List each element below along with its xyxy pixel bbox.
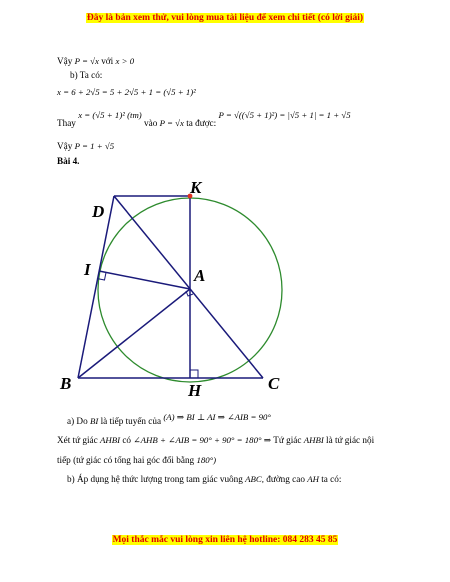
hotline-banner: Mọi thắc mắc vui lòng xin liên hệ hotline: 084 283 45 85 xyxy=(112,535,338,545)
text-part-b: b) Ta có: xyxy=(70,70,103,80)
label-d: D xyxy=(92,202,105,221)
text-word: là tứ giác nội xyxy=(326,435,375,445)
math-expr: x > 0 xyxy=(115,56,135,66)
math-expr: x = (√5 + 1)² (tm) xyxy=(78,110,142,120)
right-angle-h xyxy=(190,370,198,378)
math-expr: ABC, xyxy=(245,474,264,484)
line-part-b-heading xyxy=(70,70,102,80)
math-expr: AH xyxy=(307,474,319,484)
label-h: H xyxy=(188,381,202,400)
problem-heading xyxy=(57,156,79,166)
text-word: ta có: xyxy=(321,474,342,484)
text-word: b) Áp dụng hệ thức lượng trong tam giác vuông xyxy=(67,474,243,484)
line-cyclic-reason xyxy=(57,455,216,465)
text-word: ta được: xyxy=(186,118,217,128)
preview-banner: Đây là bản xem thử, vui lòng mua tài liệu để xem chi tiết (có lời giải) xyxy=(86,13,364,23)
line-conclusion-a xyxy=(57,56,134,66)
math-expr: P = √x xyxy=(74,56,99,66)
segment-ba xyxy=(78,289,190,378)
geometry-figure xyxy=(58,174,288,402)
line-x-value xyxy=(57,87,196,97)
text-heading: Bài 4. xyxy=(57,156,80,166)
segment-db xyxy=(78,196,114,378)
figure-lines xyxy=(78,196,263,378)
text-word: a) Do xyxy=(67,416,88,426)
math-expr: AHBI xyxy=(100,435,121,445)
line-quadrilateral xyxy=(57,435,374,446)
math-expr: P = √((√5 + 1)²) = |√5 + 1| = 1 + √5 xyxy=(218,110,351,120)
math-expr: P = 1 + √5 xyxy=(74,141,115,151)
label-i: I xyxy=(84,260,91,279)
segment-dc xyxy=(114,196,263,378)
text-word: Vậy xyxy=(57,56,73,66)
line-solution-a xyxy=(67,412,271,427)
label-c: C xyxy=(268,374,280,393)
line-conclusion-b xyxy=(57,141,114,151)
label-b: B xyxy=(60,374,72,393)
text-word: Vậy xyxy=(57,141,73,151)
label-a: A xyxy=(194,266,206,285)
math-expr: ∠AHB + ∠AIB = 90° + 90° = 180° ⇒ xyxy=(133,435,272,445)
line-substitution xyxy=(57,110,351,128)
math-expr: 180°) xyxy=(196,455,217,465)
label-k: K xyxy=(190,178,202,197)
text-word: Xét tứ giác xyxy=(57,435,98,445)
text-word: có xyxy=(122,435,131,445)
math-expr: x = 6 + 2√5 = 5 + 2√5 + 1 = (√5 + 1)² xyxy=(57,87,196,97)
text-word: là tiếp tuyến của xyxy=(100,416,162,426)
text-word: đường cao xyxy=(266,474,305,484)
line-solution-b xyxy=(67,474,341,484)
text-word: tiếp (tứ giác có tổng hai góc đối bằng xyxy=(57,455,195,465)
text-word: vào xyxy=(144,118,158,128)
math-expr: (A) ⇒ BI ⊥ AI ⇒ ∠AIB = 90° xyxy=(163,412,271,422)
text-word: Thay xyxy=(57,118,76,128)
math-expr: BI xyxy=(89,416,99,426)
text-word: Tứ giác xyxy=(273,435,302,445)
math-expr: AHBI xyxy=(303,435,324,445)
segment-ia xyxy=(99,271,190,289)
text-word: với xyxy=(101,56,114,66)
math-expr: P = √x xyxy=(159,118,184,128)
